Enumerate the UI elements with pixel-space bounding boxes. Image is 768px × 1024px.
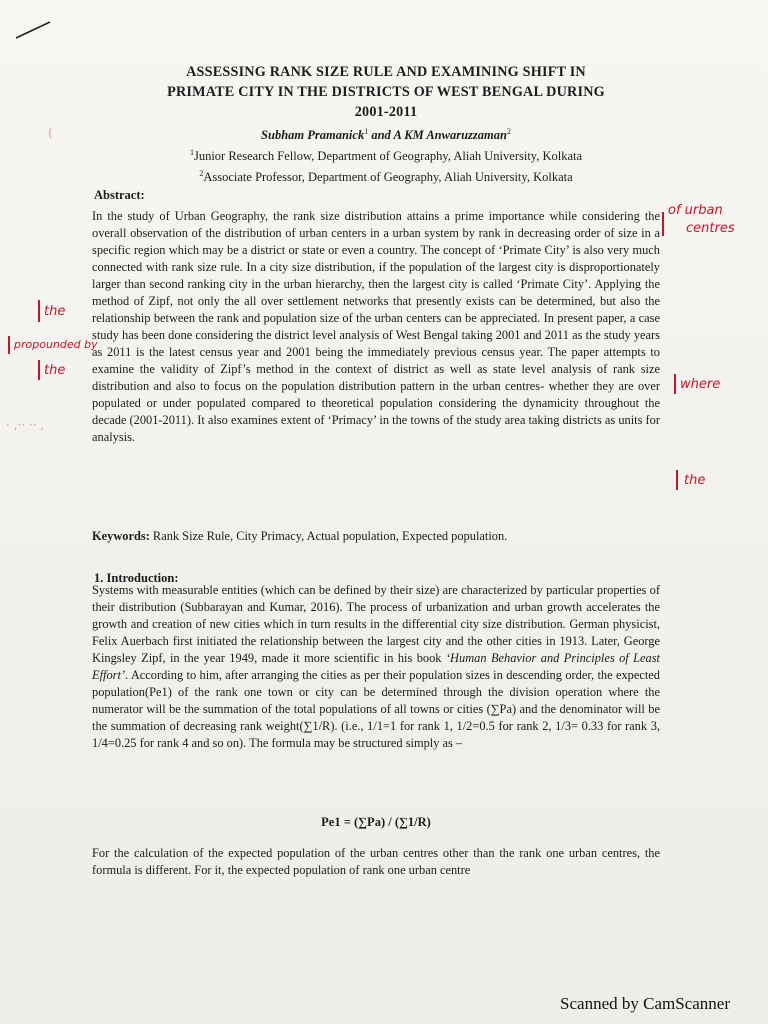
note-of-urban: of urban (668, 203, 723, 218)
affiliation-1-text: Junior Research Fellow, Department of Geography, Aliah University, Kolkata (193, 149, 583, 164)
insert-mark-6 (676, 470, 678, 490)
note-the-3: the (684, 473, 706, 488)
formula: Pe1 = (∑Pa) / (∑1/R) (321, 815, 431, 829)
faint-mark-2: · ,·· ·· , (6, 418, 45, 432)
book-title: ‘Human Behavior and Principles of Least Effort’ (92, 651, 660, 682)
introduction-paragraph-2 (92, 845, 660, 879)
affiliation-2-text: Associate Professor, Department of Geography, Aliah University, Kolkata (203, 170, 573, 185)
keywords-text: Rank Size Rule, City Primacy, Actual population, Expected population. (149, 529, 508, 543)
affiliation-1 (96, 144, 676, 165)
faint-mark-1: ( (48, 126, 53, 140)
note-propounded: propounded by (14, 338, 98, 351)
insert-mark-4 (38, 360, 40, 380)
scanner-watermark: Scanned by CamScanner (560, 994, 730, 1013)
note-where: where (680, 377, 721, 392)
introduction-heading: 1. Introduction: (94, 571, 179, 585)
paper-title (96, 62, 676, 122)
abstract-heading: Abstract: (94, 188, 145, 202)
insert-mark-5 (674, 374, 676, 394)
affiliation-1-sup: 1 (189, 148, 194, 158)
abstract-text: In the study of Urban Geography, the rank size distribution attains a prime importance while considering the overall observation of the distribution of urban centers in a urban system by rank in decreasing order of size in a specific region which may be a district or state or even a country. The concept of ‘Primate City’ is also very much connected with rank size rule. In a city size distribution, if the population of the largest city is disproportionately larger than second ranking city in the urban hierarchy, then the largest city is called ‘Primate City’. Applying the method of Zipf, not only the all over settlement networks that presently exists can be determined, but also the relationship between the rank and population size of the urban centers can be appreciated. In present paper, a case study has been done considering the district level analysis of West Bengal taking 2001 and 2011 as the study years as 2011 is the latest census year and 2001 being the immediately previous census year. The paper attempts to examine the validity of Zipf’s method in the context of district as well as state level analysis of rank size distribution and also to focus on the population distribution pattern in the urban centres- whether they are over populated or under populated compared to theoretical population considering the dynamicity throughout the decade (2001-2011). It also examines extent of ‘Primacy’ in the towns of the study area taking districts as units for analysis. (92, 209, 660, 444)
keywords-label: Keywords: (92, 529, 150, 543)
author-1-sup: 1 (364, 127, 369, 136)
author-2: A KM Anwaruzzaman (393, 128, 507, 143)
note-centres: centres (686, 221, 735, 236)
intro-text-b: . According to him, after arranging the cities as per their population sizes in descending order, the expected population(Pe1) of the rank one town or city can be determined through the division operation where the numerator will be the summation of the total populations of all towns or cities (∑Pa) and the denominator will be the summation of decreasing rank weight(∑1/R). (i.e., 1/1=1 for rank 1, 1/2=0.5 for rank 2, 1/3= 0.33 for rank 3, 1/4=0.25 for rank 4 and so on). The formula may be structured simply as – (92, 668, 660, 750)
title-line-1: ASSESSING RANK SIZE RULE AND EXAMINING SHIFT IN (186, 64, 586, 80)
introduction-body (92, 582, 660, 752)
author-1: Subham Pramanick (261, 128, 365, 143)
title-line-2: PRIMATE CITY IN THE DISTRICTS OF WEST BENGAL DURING (167, 84, 605, 100)
author-and: and (368, 128, 394, 143)
abstract-body (92, 208, 660, 446)
intro-text-c: For the calculation of the expected population of the urban centres other than the rank one urban centres, the formula is different. For it, the expected population of rank one urban centre (92, 846, 660, 877)
note-the-2: the (44, 363, 66, 378)
insert-mark-2 (38, 300, 40, 322)
introduction-paragraph-1 (92, 582, 660, 752)
title-line-3: 2001-2011 (354, 104, 418, 120)
note-the-1: the (44, 304, 66, 319)
author-2-sup: 2 (506, 127, 511, 136)
insert-mark-1 (662, 212, 664, 236)
affiliation-2-sup: 2 (199, 169, 204, 179)
author-names (96, 123, 676, 144)
intro-text-a: Systems with measurable entities (which can be defined by their size) are characterized by particular properties of their distribution (Subbarayan and Kumar, 2016). The process of urbanization and urban growth accelerates the growth and creation of new cities which in turn results in the differential city size distribution. German physicist, Felix Auerbach first initiated the relationship between the largest city and the other cities in 1913. Later, George Kingsley Zipf, in the year 1949, made it more scientific in his book (92, 583, 660, 665)
insert-mark-3 (8, 336, 10, 354)
author-block (96, 123, 676, 186)
pen-scribble-mark (14, 18, 54, 42)
keywords-line (92, 528, 660, 545)
affiliation-2 (96, 165, 676, 186)
